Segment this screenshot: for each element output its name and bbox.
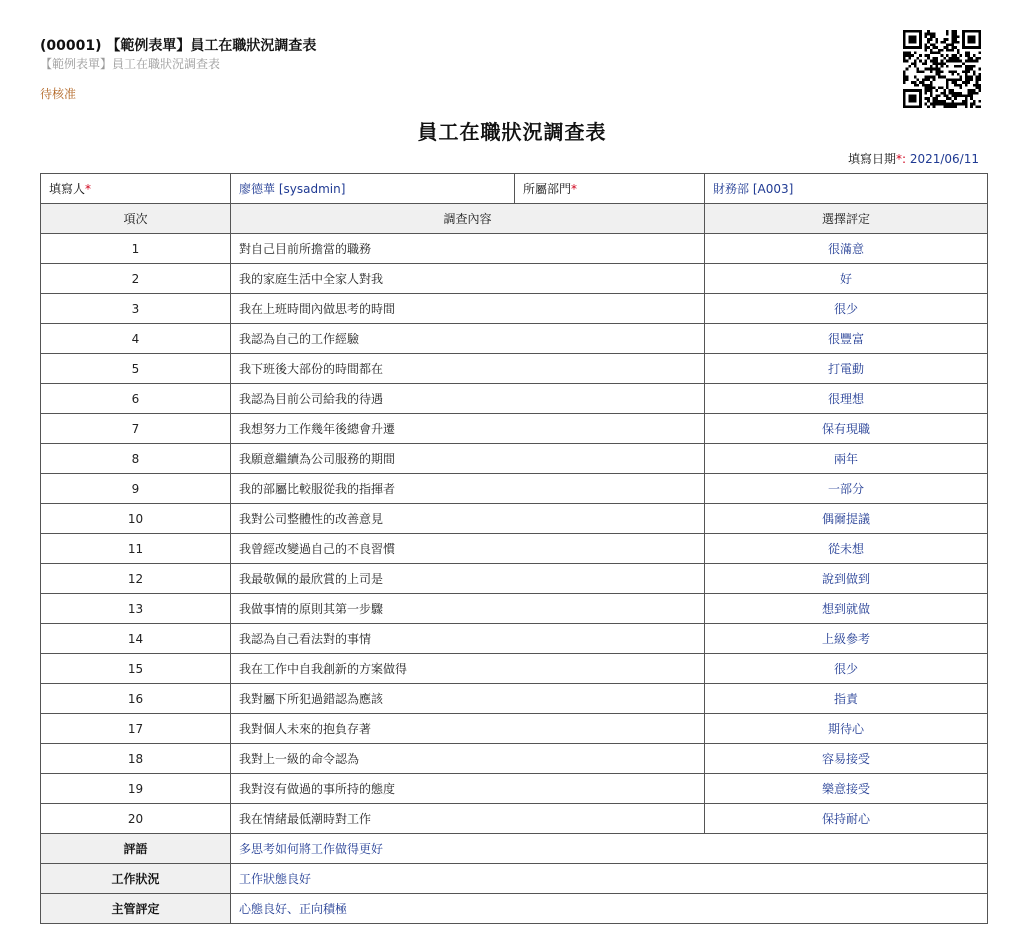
item-rating: 好 xyxy=(705,264,988,294)
fill-date-separator: : xyxy=(901,152,906,166)
table-row xyxy=(41,384,988,414)
item-number: 2 xyxy=(41,264,231,294)
item-rating: 很理想 xyxy=(705,384,988,414)
table-row xyxy=(41,564,988,594)
item-content: 我曾經改變過自己的不良習慣 xyxy=(231,534,705,564)
item-number: 1 xyxy=(41,234,231,264)
fill-date xyxy=(848,150,979,167)
item-number: 16 xyxy=(41,684,231,714)
item-content: 我的家庭生活中全家人對我 xyxy=(231,264,705,294)
footer-row xyxy=(41,834,988,864)
item-rating: 很少 xyxy=(705,654,988,684)
item-content: 對自己目前所擔當的職務 xyxy=(231,234,705,264)
filler-label: 填寫人* xyxy=(41,174,231,204)
footer-value: 工作狀態良好 xyxy=(231,864,988,894)
table-row xyxy=(41,774,988,804)
item-number: 4 xyxy=(41,324,231,354)
table-header-row xyxy=(41,204,988,234)
column-header-rating: 選擇評定 xyxy=(705,204,988,234)
table-row xyxy=(41,744,988,774)
table-row xyxy=(41,594,988,624)
item-content: 我在上班時間內做思考的時間 xyxy=(231,294,705,324)
item-rating: 很滿意 xyxy=(705,234,988,264)
item-content: 我認為自己的工作經驗 xyxy=(231,324,705,354)
item-content: 我做事情的原則其第一步驟 xyxy=(231,594,705,624)
footer-row xyxy=(41,894,988,924)
item-rating: 偶爾提議 xyxy=(705,504,988,534)
dept-value: 財務部 [A003] xyxy=(705,174,988,204)
item-number: 5 xyxy=(41,354,231,384)
item-rating: 兩年 xyxy=(705,444,988,474)
item-number: 9 xyxy=(41,474,231,504)
column-header-no: 項次 xyxy=(41,204,231,234)
item-number: 20 xyxy=(41,804,231,834)
item-rating: 保持耐心 xyxy=(705,804,988,834)
item-number: 18 xyxy=(41,744,231,774)
item-content: 我對屬下所犯過錯認為應該 xyxy=(231,684,705,714)
footer-value: 心態良好、正向積極 xyxy=(231,894,988,924)
item-number: 8 xyxy=(41,444,231,474)
item-rating: 保有現職 xyxy=(705,414,988,444)
item-content: 我在情緒最低潮時對工作 xyxy=(231,804,705,834)
table-row xyxy=(41,444,988,474)
form-header xyxy=(40,36,1000,102)
table-row xyxy=(41,714,988,744)
item-content: 我最敬佩的最欣賞的上司是 xyxy=(231,564,705,594)
item-number: 19 xyxy=(41,774,231,804)
item-content: 我在工作中自我創新的方案做得 xyxy=(231,654,705,684)
footer-label: 工作狀況 xyxy=(41,864,231,894)
item-rating: 很豐富 xyxy=(705,324,988,354)
footer-value: 多思考如何將工作做得更好 xyxy=(231,834,988,864)
document-title: 員工在職狀況調查表 xyxy=(417,120,607,144)
item-content: 我認為目前公司給我的待遇 xyxy=(231,384,705,414)
item-rating: 指責 xyxy=(705,684,988,714)
table-row xyxy=(41,264,988,294)
item-rating: 樂意接受 xyxy=(705,774,988,804)
table-row xyxy=(41,414,988,444)
item-number: 17 xyxy=(41,714,231,744)
fill-date-label: 填寫日期 xyxy=(847,152,896,166)
table-row xyxy=(41,654,988,684)
survey-table xyxy=(40,173,988,924)
table-row xyxy=(41,234,988,264)
column-header-content: 調查內容 xyxy=(231,204,705,234)
table-row xyxy=(41,504,988,534)
filler-value: 廖德華 [sysadmin] xyxy=(231,174,515,204)
required-mark: * xyxy=(895,152,902,166)
item-rating: 從未想 xyxy=(705,534,988,564)
table-row xyxy=(41,474,988,504)
table-row xyxy=(41,534,988,564)
item-number: 6 xyxy=(41,384,231,414)
dept-label: 所屬部門* xyxy=(515,174,705,204)
item-number: 10 xyxy=(41,504,231,534)
item-rating: 一部分 xyxy=(705,474,988,504)
qr-code-icon xyxy=(903,30,981,108)
table-row xyxy=(41,354,988,384)
item-rating: 容易接受 xyxy=(705,744,988,774)
table-row xyxy=(41,294,988,324)
item-rating: 期待心 xyxy=(705,714,988,744)
item-content: 我對個人未來的抱負存著 xyxy=(231,714,705,744)
item-rating: 打電動 xyxy=(705,354,988,384)
info-row xyxy=(41,174,988,204)
item-rating: 想到就做 xyxy=(705,594,988,624)
fill-date-value: 2021/06/11 xyxy=(909,152,979,166)
table-row xyxy=(41,624,988,654)
status-badge: 待核准 xyxy=(40,87,77,101)
item-content: 我願意繼續為公司服務的期間 xyxy=(231,444,705,474)
form-title: (00001) 【範例表單】員工在職狀況調查表 xyxy=(40,38,317,54)
item-number: 14 xyxy=(41,624,231,654)
item-rating: 很少 xyxy=(705,294,988,324)
item-rating: 說到做到 xyxy=(705,564,988,594)
form-subtitle: 【範例表單】員工在職狀況調查表 xyxy=(40,57,221,71)
item-content: 我對上一級的命令認為 xyxy=(231,744,705,774)
item-number: 12 xyxy=(41,564,231,594)
item-number: 15 xyxy=(41,654,231,684)
item-content: 我對沒有做過的事所持的態度 xyxy=(231,774,705,804)
footer-row xyxy=(41,864,988,894)
item-number: 13 xyxy=(41,594,231,624)
item-content: 我認為自己看法對的事情 xyxy=(231,624,705,654)
table-row xyxy=(41,324,988,354)
table-row xyxy=(41,804,988,834)
table-row xyxy=(41,684,988,714)
item-content: 我想努力工作幾年後總會升遷 xyxy=(231,414,705,444)
item-rating: 上級參考 xyxy=(705,624,988,654)
footer-label: 評語 xyxy=(41,834,231,864)
item-number: 7 xyxy=(41,414,231,444)
item-content: 我下班後大部份的時間都在 xyxy=(231,354,705,384)
item-number: 3 xyxy=(41,294,231,324)
footer-label: 主管評定 xyxy=(41,894,231,924)
item-content: 我的部屬比較服從我的指揮者 xyxy=(231,474,705,504)
item-content: 我對公司整體性的改善意見 xyxy=(231,504,705,534)
item-number: 11 xyxy=(41,534,231,564)
